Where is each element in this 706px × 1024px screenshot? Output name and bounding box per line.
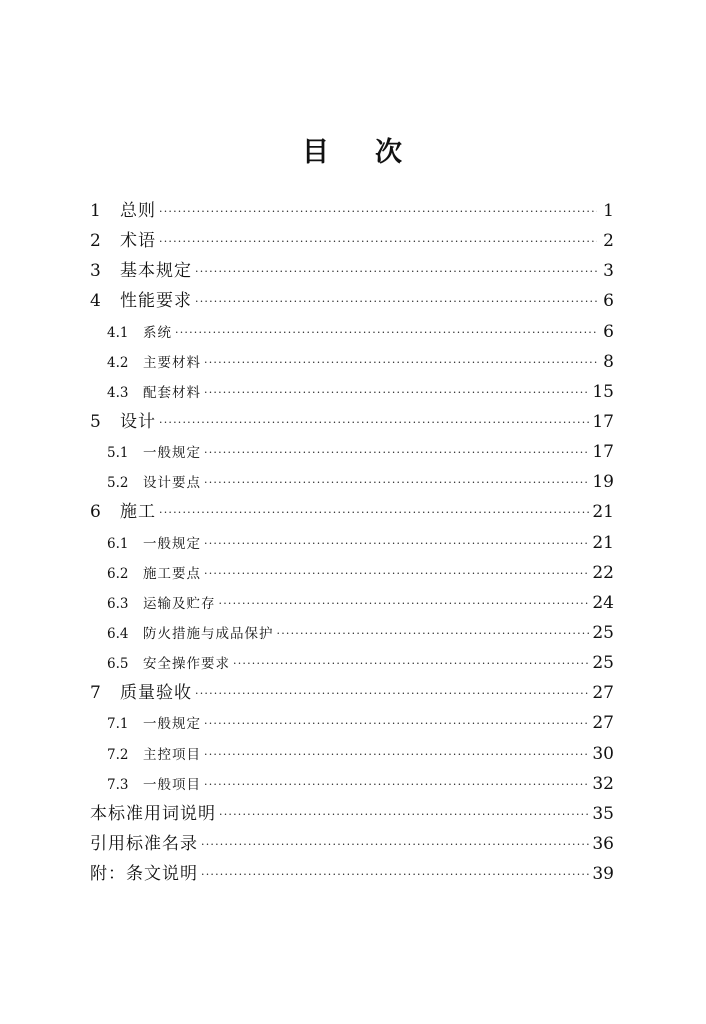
toc-entry-number: 4.3 [107, 384, 129, 401]
toc-entry-label: 本标准用词说明 [90, 803, 216, 824]
page-title [0, 130, 706, 169]
toc-entry-page-number: 21 [592, 502, 614, 523]
toc-entry-label: 防火措施与成品保护 [143, 625, 274, 642]
toc-entry [90, 648, 614, 678]
toc-entry-page-number: 21 [592, 532, 614, 553]
toc-entry-page-number: 39 [592, 864, 614, 885]
toc-entry-page-number: 2 [603, 231, 614, 252]
toc-entry-page-number: 17 [592, 442, 614, 463]
toc-entry-number: 6.2 [107, 565, 129, 582]
toc-entry [90, 256, 614, 286]
toc-entry-number: 4.1 [107, 324, 129, 341]
toc-entry-number: 1 [90, 201, 101, 221]
dot-leader [219, 800, 589, 830]
dot-leader [204, 709, 589, 739]
toc-entry [90, 467, 614, 497]
toc-entry-label: 一般规定 [143, 535, 201, 552]
dot-leader [204, 740, 589, 770]
toc-entry [90, 286, 614, 316]
toc-entry-page-number: 15 [592, 381, 614, 402]
toc-entry [90, 377, 614, 407]
toc-entry-number: 3 [90, 261, 101, 282]
title-char-1: 目 [302, 137, 331, 168]
toc-entry-page-number: 1 [603, 201, 614, 221]
toc-entry-label: 基本规定 [120, 261, 192, 282]
toc-entry-page-number: 17 [592, 411, 614, 432]
toc-entry [90, 588, 614, 618]
toc-entry-label: 施工 [120, 502, 156, 523]
toc-entry-page-number: 22 [592, 562, 614, 583]
toc-entry-label: 运输及贮存 [143, 595, 216, 612]
toc-entry-page-number: 19 [592, 472, 614, 493]
toc-entry-number: 6.3 [107, 595, 129, 612]
toc-entry-number: 6 [90, 502, 101, 523]
dot-leader [204, 529, 589, 559]
dot-leader [159, 197, 597, 227]
dot-leader [195, 679, 589, 709]
toc-entry-number: 6.5 [107, 656, 129, 673]
toc-entry-label: 主要材料 [143, 354, 201, 371]
table-of-contents [90, 196, 614, 889]
toc-entry-page-number: 6 [603, 321, 614, 342]
toc-entry-page-number: 6 [603, 291, 614, 312]
dot-leader [159, 498, 589, 528]
toc-entry-label: 一般规定 [143, 716, 201, 733]
toc-entry-page-number: 35 [592, 803, 614, 824]
toc-entry-page-number: 27 [592, 713, 614, 734]
toc-entry-number: 7 [90, 683, 101, 704]
toc-entry-number: 5.1 [107, 445, 129, 462]
toc-entry-label: 系统 [143, 324, 172, 341]
dot-leader [159, 227, 597, 257]
toc-entry-number: 2 [90, 231, 101, 252]
toc-entry-label: 总则 [120, 201, 156, 221]
toc-entry-label: 设计要点 [143, 475, 201, 492]
toc-entry [90, 558, 614, 588]
toc-entry-number: 7.3 [107, 776, 129, 793]
toc-entry-label: 安全操作要求 [143, 656, 230, 673]
toc-entry-page-number: 25 [592, 653, 614, 674]
toc-entry [90, 678, 614, 708]
toc-entry [90, 407, 614, 437]
toc-entry [90, 859, 614, 889]
toc-entry-label: 主控项目 [143, 746, 201, 763]
toc-entry-page-number: 3 [603, 261, 614, 282]
toc-entry-label: 施工要点 [143, 565, 201, 582]
dot-leader [201, 830, 589, 860]
toc-entry [90, 799, 614, 829]
dot-leader [201, 860, 589, 890]
toc-entry-page-number: 30 [592, 743, 614, 764]
toc-entry-number: 4 [90, 291, 101, 312]
toc-entry-page-number: 32 [592, 773, 614, 794]
toc-entry-number: 5 [90, 411, 101, 432]
dot-leader [204, 348, 597, 378]
dot-leader [204, 378, 589, 408]
dot-leader [204, 438, 589, 468]
toc-entry-label: 质量验收 [120, 683, 192, 704]
dot-leader [175, 318, 597, 348]
toc-entry-number: 5.2 [107, 475, 129, 492]
toc-entry-number: 7.2 [107, 746, 129, 763]
toc-entry-label: 性能要求 [120, 291, 192, 312]
dot-leader [277, 619, 590, 649]
dot-leader [204, 559, 589, 589]
toc-entry [90, 226, 614, 256]
toc-entry-page-number: 27 [592, 683, 614, 704]
toc-entry [90, 317, 614, 347]
toc-entry [90, 497, 614, 527]
toc-entry-label: 一般规定 [143, 445, 201, 462]
toc-entry-page-number: 24 [592, 592, 614, 613]
dot-leader [195, 287, 597, 317]
toc-entry-page-number: 36 [592, 833, 614, 854]
toc-entry-number: 7.1 [107, 716, 129, 733]
toc-entry-label: 引用标准名录 [90, 833, 198, 854]
toc-entry [90, 829, 614, 859]
toc-entry-page-number: 8 [603, 351, 614, 372]
toc-entry-label: 设计 [120, 411, 156, 432]
dot-leader [159, 408, 589, 438]
toc-entry-label: 一般项目 [143, 776, 201, 793]
toc-entry [90, 437, 614, 467]
toc-entry-label: 配套材料 [143, 384, 201, 401]
toc-entry [90, 769, 614, 799]
toc-entry-page-number: 25 [592, 622, 614, 643]
toc-entry [90, 528, 614, 558]
toc-entry [90, 708, 614, 738]
toc-entry [90, 739, 614, 769]
toc-entry-label: 术语 [120, 231, 156, 252]
toc-entry-number: 6.1 [107, 535, 129, 552]
dot-leader [204, 468, 589, 498]
toc-entry-number: 4.2 [107, 354, 129, 371]
dot-leader [233, 649, 589, 679]
toc-entry [90, 347, 614, 377]
toc-entry [90, 618, 614, 648]
toc-entry-number: 6.4 [107, 625, 129, 642]
title-char-2: 次 [375, 137, 404, 168]
dot-leader [219, 589, 590, 619]
dot-leader [195, 257, 597, 287]
toc-entry-label: 附：条文说明 [90, 864, 198, 885]
toc-entry [90, 196, 614, 226]
dot-leader [204, 770, 589, 800]
